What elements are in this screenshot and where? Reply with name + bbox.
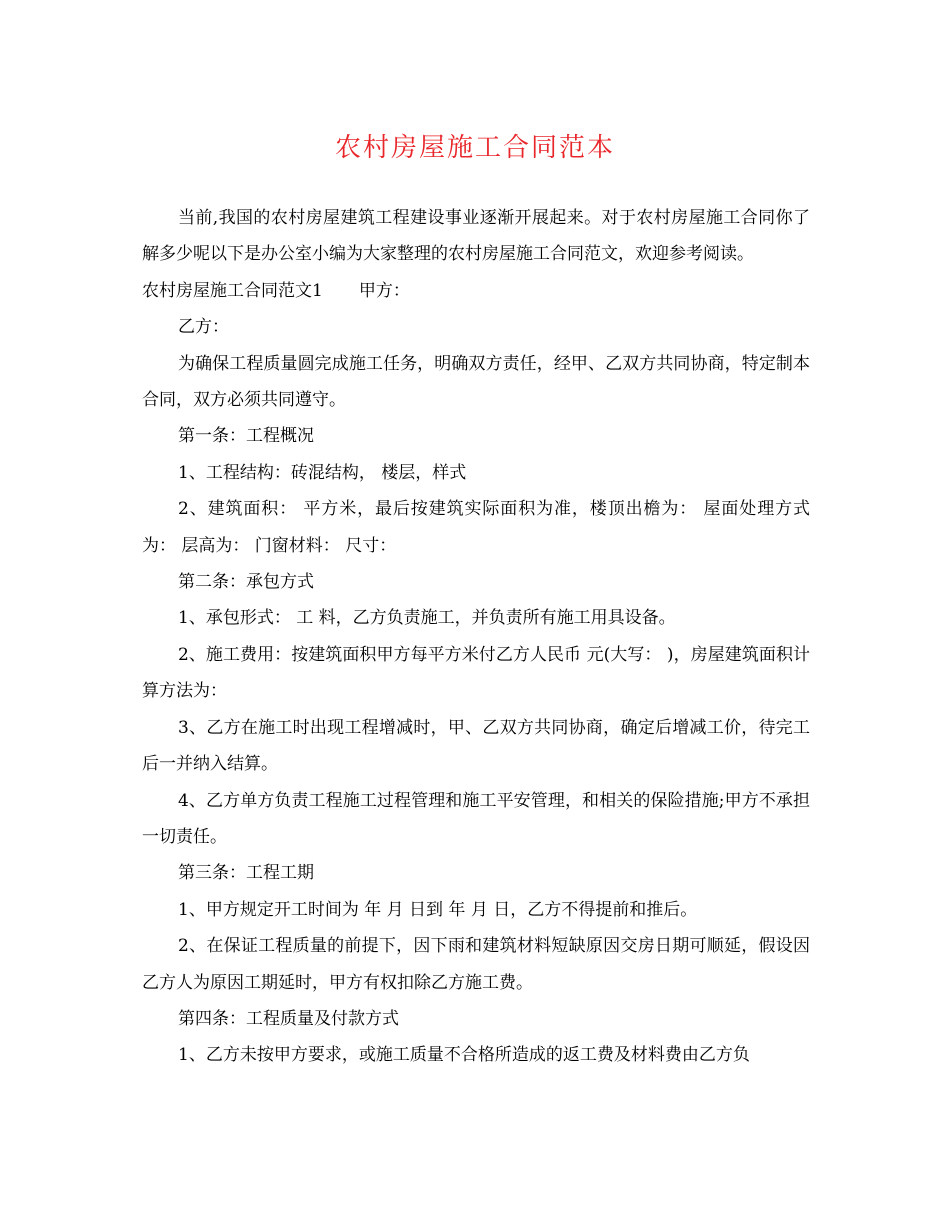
- article-2-item-4: 4、乙方单方负责工程施工过程管理和施工平安管理，和相关的保险措施;甲方不承担一切责任。: [142, 790, 810, 847]
- article-3-item-2: 2、在保证工程质量的前提下，因下雨和建筑材料短缺原因交房日期可顺延，假设因乙方人为原因工期延时，甲方有权扣除乙方施工费。: [142, 936, 810, 993]
- party-a-label: 甲方：: [358, 280, 410, 301]
- document-title: 农村房屋施工合同范本: [334, 133, 615, 163]
- article-1-heading: 第一条：工程概况: [178, 426, 314, 447]
- article-1-item-1: 1、工程结构：砖混结构， 楼层，样式: [178, 462, 467, 483]
- party-b-label: 乙方：: [178, 317, 229, 338]
- article-4-item-1: 1、乙方未按甲方要求，或施工质量不合格所造成的返工费及材料费由乙方负: [178, 1045, 750, 1066]
- article-3-heading: 第三条：工程工期: [178, 863, 314, 884]
- paragraph-intro: 当前,我国的农村房屋建筑工程建设事业逐渐开展起来。对于农村房屋施工合同你了解多少呢以下是办公室小编为大家整理的农村房屋施工合同范文，欢迎参考阅读。: [142, 208, 810, 265]
- article-2-item-2: 2、施工费用：按建筑面积甲方每平方米付乙方人民币 元(大写： )，房屋建筑面积计算方法为：: [142, 644, 810, 702]
- article-2-heading: 第二条：承包方式: [178, 572, 314, 593]
- document-body: [142, 200, 810, 1074]
- paragraph-section-heading: [142, 273, 810, 309]
- article-3-item-1: 1、甲方规定开工时间为 年 月 日到 年 月 日，乙方不得提前和推后。: [178, 899, 698, 920]
- article-2-item-1: 1、承包形式： 工 料，乙方负责施工，并负责所有施工用具设备。: [178, 608, 676, 629]
- section-title: 农村房屋施工合同范文1: [142, 280, 323, 301]
- article-4-heading: 第四条：工程质量及付款方式: [178, 1008, 399, 1029]
- paragraph-purpose: 为确保工程质量圆完成施工任务，明确双方责任，经甲、乙双方共同协商，特定制本合同，双方必须共同遵守。: [142, 353, 810, 411]
- article-2-item-3: 3、乙方在施工时出现工程增减时，甲、乙双方共同协商，确定后增减工价，待完工后一并纳入结算。: [142, 717, 810, 775]
- article-1-item-2: 2、建筑面积： 平方米，最后按建筑实际面积为准，楼顶出檐为： 屋面处理方式为： 层高为： 门窗材料： 尺寸：: [142, 499, 810, 556]
